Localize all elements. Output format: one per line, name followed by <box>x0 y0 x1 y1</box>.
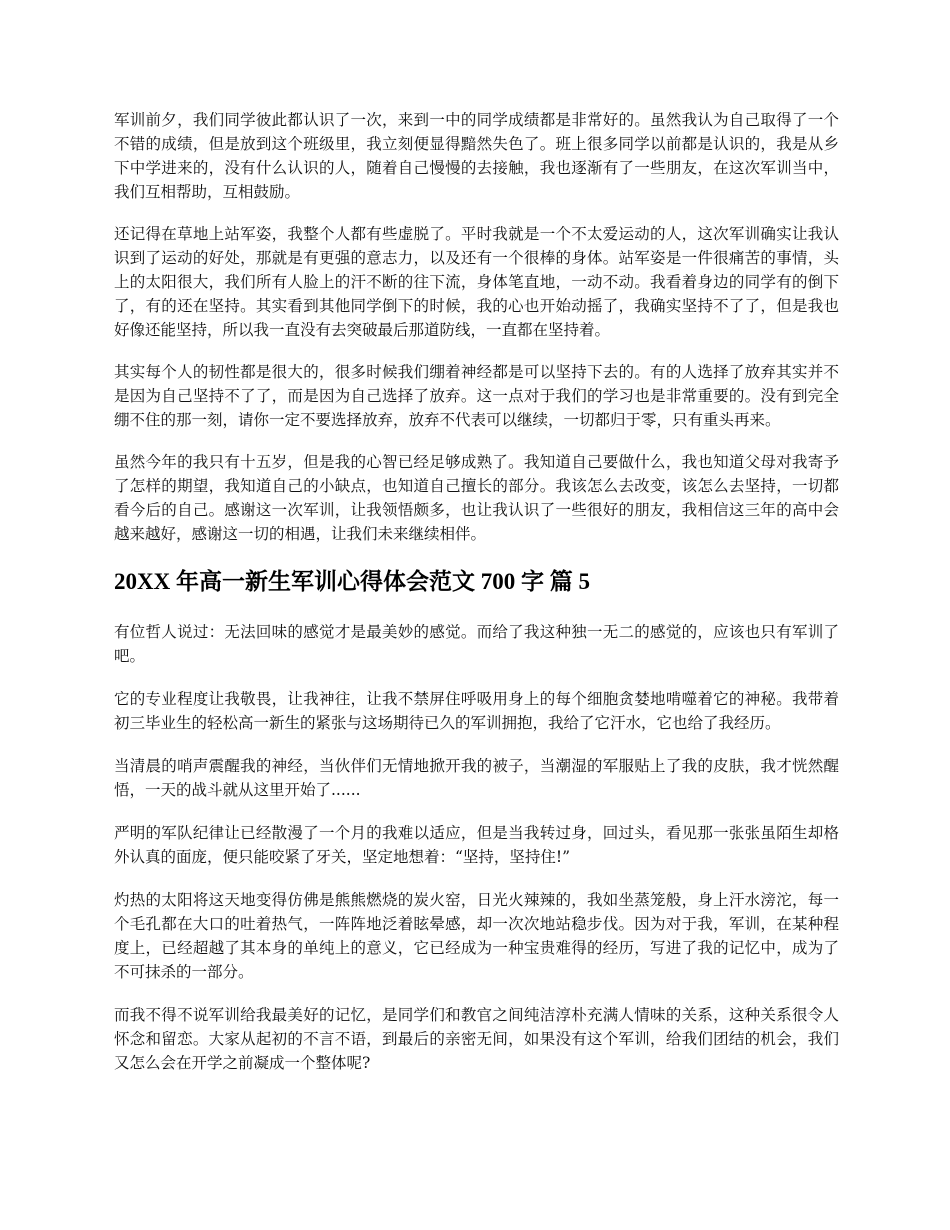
essay-5-section <box>114 620 839 1075</box>
paragraph: 它的专业程度让我敬畏，让我神往，让我不禁屏住呼吸用身上的每个细胞贪婪地啃噬着它的神秘。我带着初三毕业生的轻松高一新生的紧张与这场期待已久的军训拥抱，我给了它汗水，它也给了我经历。 <box>114 690 839 732</box>
paragraph: 虽然今年的我只有十五岁，但是我的心智已经足够成熟了。我知道自己要做什么，我也知道父母对我寄予了怎样的期望，我知道自己的小缺点，也知道自己擅长的部分。我该怎么去改变，该怎么去坚持，一切都看今后的自己。感谢这一次军训，让我领悟颇多，也让我认识了一些很好的朋友，我相信这三年的高中会越来越好，感谢这一切的相遇，让我们未来继续相伴。 <box>114 453 839 543</box>
section-heading: 20XX 年高一新生军训心得体会范文 700 字 篇 5 <box>114 569 590 594</box>
paragraph: 当清晨的哨声震醒我的神经，当伙伴们无情地掀开我的被子，当潮湿的军服贴上了我的皮肤，我才恍然醒悟，一天的战斗就从这里开始了...... <box>114 757 839 799</box>
paragraph: 严明的军队纪律让已经散漫了一个月的我难以适应，但是当我转过身，回过头，看见那一张张虽陌生却格外认真的面庞，便只能咬紧了牙关，坚定地想着：“坚持，坚持住!” <box>114 824 839 866</box>
previous-essay-section <box>114 108 839 546</box>
paragraph: 有位哲人说过：无法回味的感觉才是最美妙的感觉。而给了我这种独一无二的感觉的，应该也只有军训了吧。 <box>114 623 839 665</box>
paragraph: 还记得在草地上站军姿，我整个人都有些虚脱了。平时我就是一个不太爱运动的人，这次军训确实让我认识到了运动的好处，那就是有更强的意志力，以及还有一个很棒的身体。站军姿是一件很痛苦的事情，头上的太阳很大，我们所有人脸上的汗不断的往下流，身体笔直地，一动不动。我看着身边的同学有的倒下了，有的还在坚持。其实看到其他同学倒下的时候，我的心也开始动摇了，我确实坚持不了了，但是我也好像还能坚持，所以我一直没有去突破最后那道防线，一直都在坚持着。 <box>114 225 839 339</box>
paragraph: 其实每个人的韧性都是很大的，很多时候我们绷着神经都是可以坚持下去的。有的人选择了放弃其实并不是因为自己坚持不了了，而是因为自己选择了放弃。这一点对于我们的学习也是非常重要的。没有到完全绷不住的那一刻，请你一定不要选择放弃，放弃不代表可以继续，一切都归于零，只有重头再来。 <box>114 363 839 429</box>
paragraph: 灼热的太阳将这天地变得仿佛是熊熊燃烧的炭火窑，日光火辣辣的，我如坐蒸笼般，身上汗水滂沱，每一个毛孔都在大口的吐着热气，一阵阵地泛着眩晕感，却一次次地站稳步伐。因为对于我，军训，在某种程度上，已经超越了其本身的单纯上的意义，它已经成为一种宝贵难得的经历，写进了我的记忆中，成为了不可抹杀的一部分。 <box>114 891 839 981</box>
paragraph: 军训前夕，我们同学彼此都认识了一次，来到一中的同学成绩都是非常好的。虽然我认为自己取得了一个不错的成绩，但是放到这个班级里，我立刻便显得黯然失色了。班上很多同学以前都是认识的，我是从乡下中学进来的，没有什么认识的人，随着自己慢慢的去接触，我也逐渐有了一些朋友，在这次军训当中，我们互相帮助，互相鼓励。 <box>114 111 839 201</box>
document-page <box>114 108 839 1094</box>
paragraph: 而我不得不说军训给我最美好的记忆，是同学们和教官之间纯洁淳朴充满人情味的关系，这种关系很令人怀念和留恋。大家从起初的不言不语，到最后的亲密无间，如果没有这个军训，给我们团结的机会，我们又怎么会在开学之前凝成一个整体呢? <box>114 1006 839 1072</box>
